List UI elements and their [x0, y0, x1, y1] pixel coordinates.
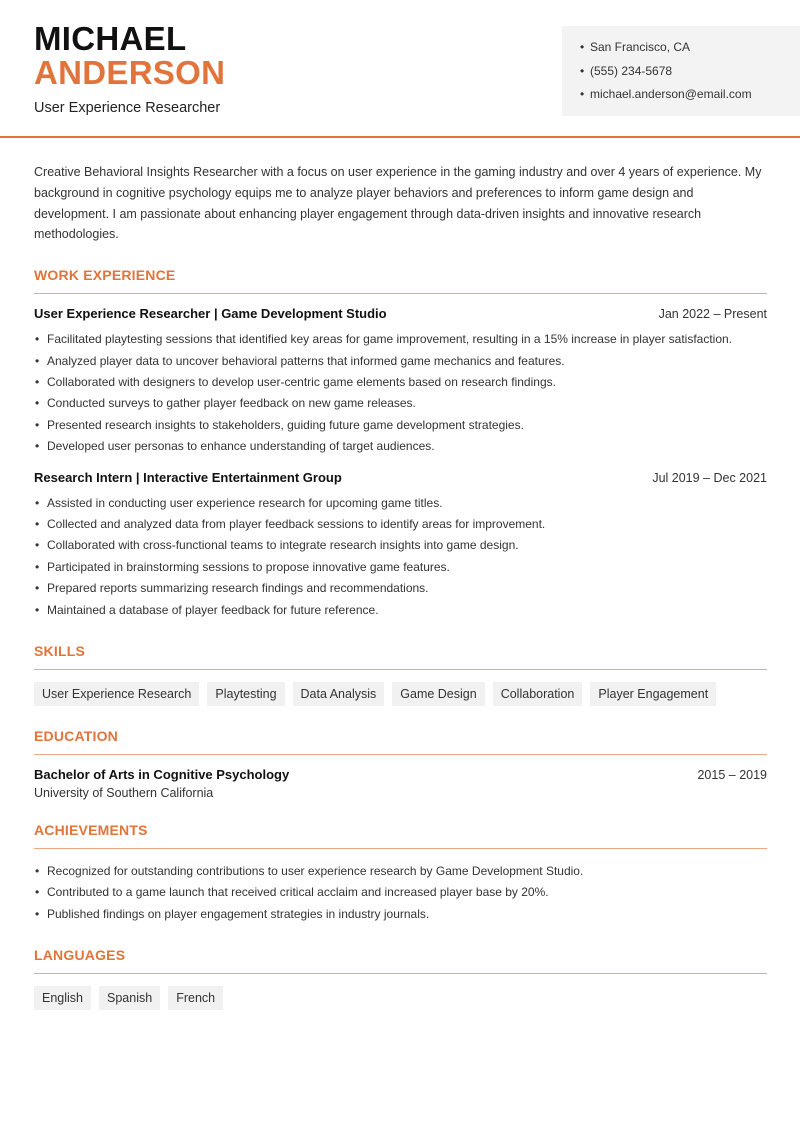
contact-phone: • (555) 234-5678 — [580, 60, 800, 84]
job-role: User Experience Researcher — [34, 100, 221, 116]
job-title: User Experience Researcher | Game Development Studio — [34, 306, 387, 322]
bullet-icon: • — [580, 87, 585, 101]
job-bullets — [34, 493, 767, 621]
education-entry — [34, 767, 767, 782]
contact-box — [562, 26, 800, 116]
job-date: Jan 2022 – Present — [658, 307, 767, 322]
section-title-achievements: ACHIEVEMENTS — [34, 822, 767, 849]
list-item: • Collaborated with designers to develop user-centric game elements based on research findings. — [34, 372, 767, 393]
contact-email: • michael.anderson@email.com — [580, 83, 800, 107]
skill-chip: Collaboration — [493, 682, 583, 706]
section-title-education: EDUCATION — [34, 728, 767, 755]
language-chip: English — [34, 986, 91, 1010]
skill-chip: User Experience Research — [34, 682, 199, 706]
skill-chip: Player Engagement — [590, 682, 716, 706]
last-name: ANDERSON — [34, 54, 226, 91]
list-item: • Collaborated with cross-functional teams to integrate research insights into game design. — [34, 535, 767, 556]
job-title: Research Intern | Interactive Entertainment Group — [34, 469, 342, 485]
job-entry — [34, 470, 767, 621]
education-date: 2015 – 2019 — [697, 768, 767, 783]
list-item: • Facilitated playtesting sessions that identified key areas for game improvement, resulting in a 15% increase in player satisfaction. — [34, 329, 767, 350]
section-title-skills: SKILLS — [34, 643, 767, 670]
skills-list — [34, 682, 767, 706]
summary: Creative Behavioral Insights Researcher with a focus on user experience in the gaming industry and over 4 years of experience. My background in cognitive psychology equips me to analyze player behaviors and preferences to inform game design and development. I am passionate about enhancing player engagement through data-driven insights and innovative research methodologies. — [34, 165, 762, 242]
bullet-icon: • — [580, 40, 585, 54]
school: University of Southern California — [34, 786, 214, 801]
resume-content — [34, 162, 767, 1010]
section-title-languages: LANGUAGES — [34, 947, 767, 974]
list-item: • Published findings on player engagement strategies in industry journals. — [34, 904, 767, 925]
list-item: • Contributed to a game launch that received critical acclaim and increased player base by 20%. — [34, 882, 767, 903]
list-item: • Assisted in conducting user experience research for upcoming game titles. — [34, 493, 767, 514]
job-entry — [34, 306, 767, 457]
name-block — [34, 22, 225, 116]
list-item: • Collected and analyzed data from player feedback sessions to identify areas for improvement. — [34, 514, 767, 535]
resume-header — [0, 0, 800, 138]
list-item: • Prepared reports summarizing research findings and recommendations. — [34, 578, 767, 599]
bullet-icon: • — [580, 63, 585, 78]
contact-location: • San Francisco, CA — [580, 36, 800, 60]
achievements-list — [34, 861, 767, 925]
list-item: • Presented research insights to stakeholders, guiding future game development strategies. — [34, 415, 767, 436]
first-name: MICHAEL — [34, 20, 187, 57]
skill-chip: Game Design — [392, 682, 484, 706]
list-item: • Analyzed player data to uncover behavioral patterns that informed game mechanics and features. — [34, 351, 767, 372]
job-bullets — [34, 329, 767, 457]
skill-chip: Data Analysis — [293, 682, 385, 706]
list-item: • Participated in brainstorming sessions to propose innovative game features. — [34, 557, 767, 578]
section-title-work: WORK EXPERIENCE — [34, 267, 767, 294]
job-date: Jul 2019 – Dec 2021 — [652, 470, 767, 485]
degree: Bachelor of Arts in Cognitive Psychology — [34, 767, 290, 783]
list-item: • Recognized for outstanding contributions to user experience research by Game Development Studio. — [34, 861, 767, 882]
skill-chip: Playtesting — [207, 682, 284, 706]
language-chip: French — [168, 986, 223, 1010]
language-chip: Spanish — [99, 986, 160, 1010]
list-item: • Conducted surveys to gather player feedback on new game releases. — [34, 393, 767, 414]
languages-list — [34, 986, 767, 1010]
list-item: • Developed user personas to enhance understanding of target audiences. — [34, 436, 767, 457]
list-item: • Maintained a database of player feedback for future reference. — [34, 600, 767, 621]
